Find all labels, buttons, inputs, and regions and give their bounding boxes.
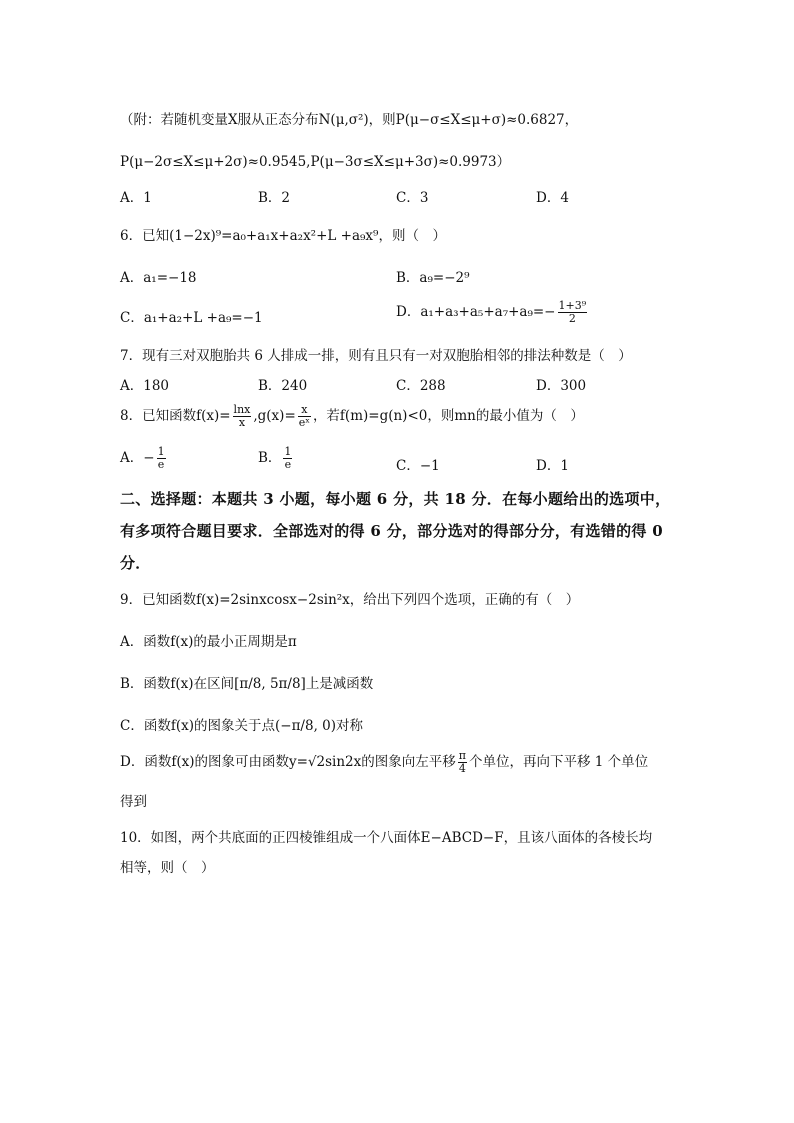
q8-a-prefix: A．− [120,450,155,466]
q8-option-d: D．1 [536,458,569,474]
q7-option-d: D．300 [536,378,587,394]
q5-option-d: D．4 [536,190,569,206]
q8-g-fraction [298,404,311,429]
q8-option-b [258,446,294,471]
q8-f-den: x [238,416,246,429]
q9-option-c [120,714,363,734]
q10-stem-line2: 相等，则（ ） [120,860,215,876]
q8-f-num: lnx [233,403,251,416]
q5-option-b: B．2 [258,190,291,206]
q6-option-d-fraction [558,300,588,325]
q8-option-c: C．−1 [396,458,440,474]
section2-heading-line2: 有多项符合题目要求．全部选对的得 6 分，部分选对的得部分分，有选错的得 0 [120,522,663,540]
q9-d-den: 4 [458,762,466,775]
q9-b-c: 上是减函数 [305,676,374,692]
section2-heading-line1: 二、选择题：本题共 3 小题，每小题 6 分，共 18 分．在每小题给出的选项中， [120,490,671,508]
q6-d-denominator: 2 [568,312,576,325]
q8-option-a [120,446,168,471]
q9-d-fraction [458,750,467,775]
q6-option-d [396,300,589,325]
line-note1: （附：若随机变量X服从正态分布N(μ,σ²)，则P(μ−σ≤X≤μ+σ)≈0.6827， [120,112,579,128]
q9-d-b: 个单位，再向下平移 1 个单位 [468,754,649,770]
q5-option-a: A．1 [120,190,152,206]
q8-a-fraction [157,446,166,471]
q8-g-den: eˣ [298,416,310,429]
q8-stem-c: ，若f(m)=g(n)<0，则mn的最小值为（ ） [312,408,584,424]
q8-stem-b: ,g(x)= [253,408,296,424]
section2-heading-line3: 分． [120,554,151,572]
q8-b-fraction [283,446,292,471]
q6-option-b: B．a₉=−2⁹ [396,270,470,286]
q8-b-num: 1 [284,445,292,458]
q9-option-d-line2: 得到 [120,794,147,810]
q9-option-b [120,672,373,692]
q6-option-d-prefix: D．a₁+a₃+a₅+a₇+a₉=− [396,304,556,320]
q5-option-c: C．3 [396,190,429,206]
q8-f-fraction [233,404,252,429]
q9-stem: 9．已知函数f(x)=2sinxcosx−2sin²x，给出下列四个选项，正确的有（ ） [120,592,580,608]
q9-c-c: 对称 [336,718,364,734]
q8-b-prefix: B． [258,450,282,466]
line-note2: P(μ−2σ≤X≤μ+2σ)≈0.9545,P(μ−3σ≤X≤μ+3σ)≈0.9973） [120,154,511,170]
q6-d-numerator: 1+3⁹ [558,299,587,312]
q8-g-num: x [298,404,311,417]
q6-option-c: C．a₁+a₂+L +a₉=−1 [120,310,263,326]
q9-option-a: A．函数f(x)的最小正周期是π [120,634,297,650]
q9-c-a: C．函数f(x)的图象关于点 [120,718,275,734]
q8-b-den: e [284,458,292,471]
q9-option-d [120,750,648,775]
q8-stem [120,404,584,429]
q8-a-den: e [157,458,165,471]
q6-option-a: A．a₁=−18 [120,270,197,286]
q9-c-point: (−π/8, 0) [274,718,337,734]
q9-b-a: B．函数f(x)在区间 [120,676,235,692]
q6-stem: 6．已知(1−2x)⁹=a₀+a₁x+a₂x²+L +a₉x⁹，则（ ） [120,228,446,244]
q9-d-num: π [458,749,466,762]
q7-option-c: C．288 [396,378,446,394]
q8-a-num: 1 [157,445,165,458]
q9-b-interval: [π/8, 5π/8] [234,676,306,692]
q7-option-b: B．240 [258,378,308,394]
q9-d-a: D．函数f(x)的图象可由函数y=√2sin2x的图象向左平移 [120,754,456,770]
q7-option-a: A．180 [120,378,170,394]
q7-stem: 7．现有三对双胞胎共 6 人排成一排，则有且只有一对双胞胎相邻的排法种数是（ ） [120,348,632,364]
q10-stem-line1: 10．如图，两个共底面的正四棱锥组成一个八面体E−ABCD−F，且该八面体的各棱长均 [120,830,653,846]
q8-stem-a: 8．已知函数f(x)= [120,408,231,424]
